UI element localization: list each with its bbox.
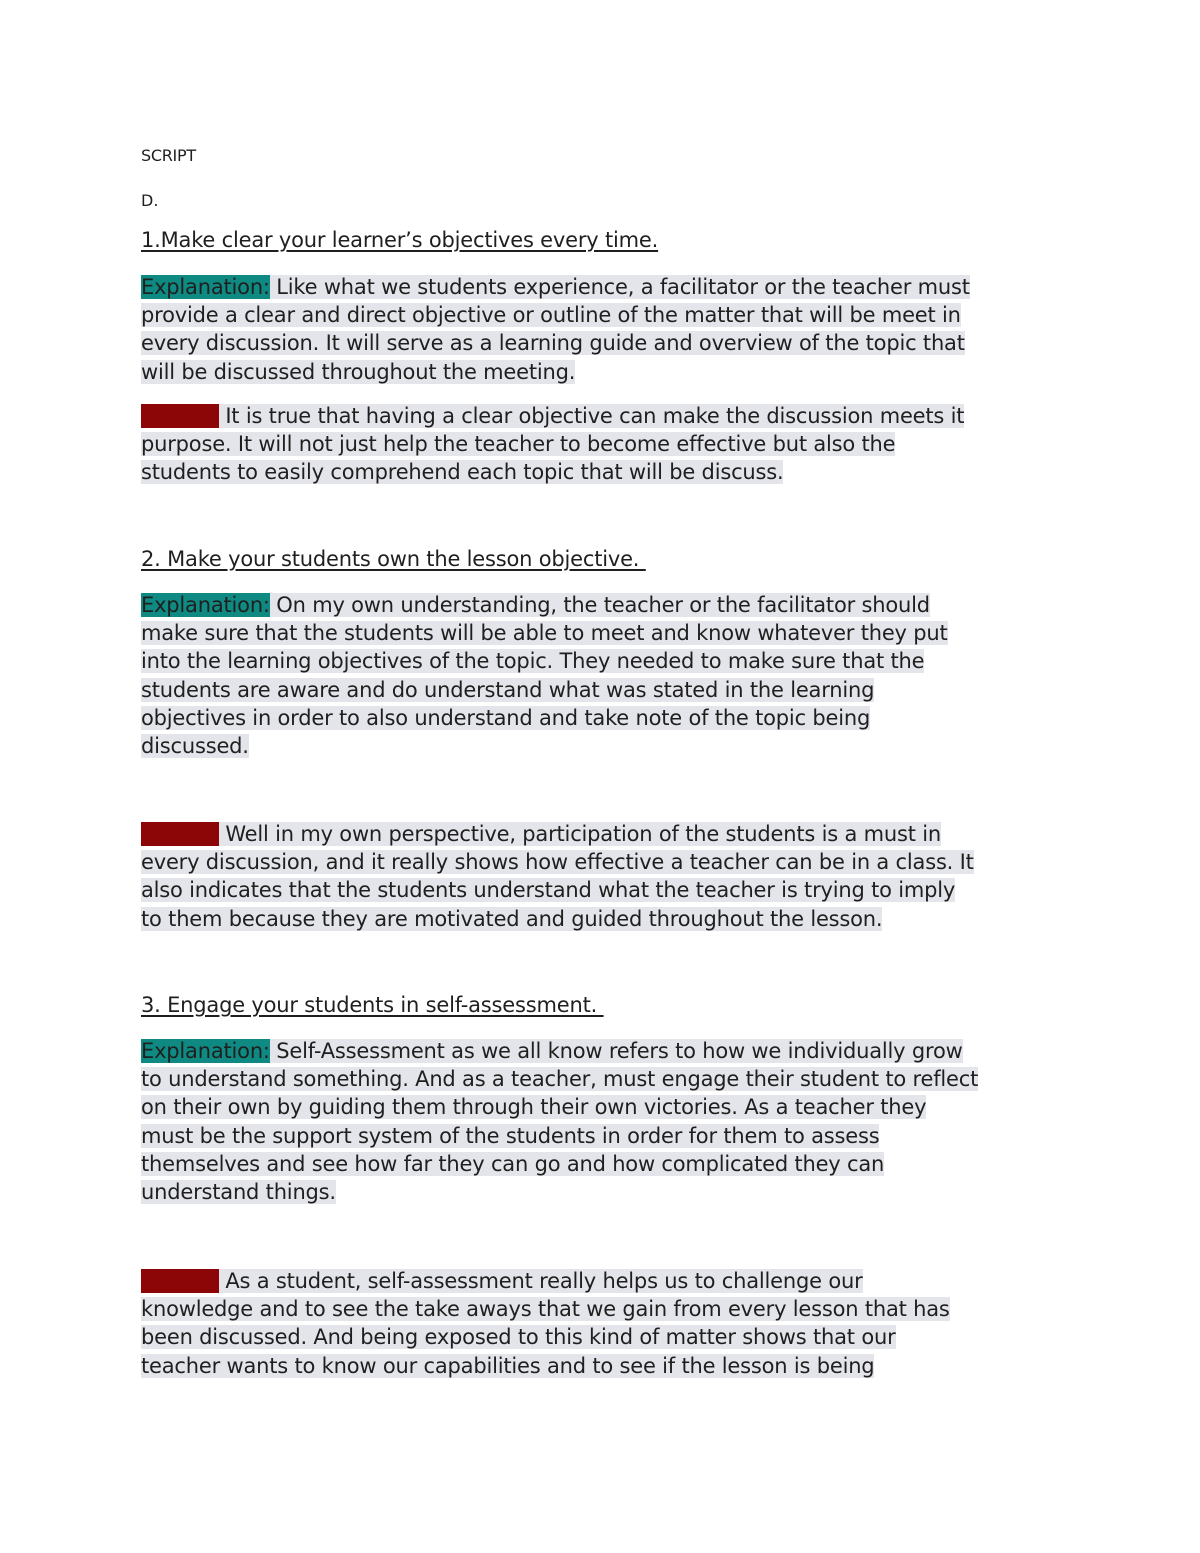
explanation-text: themselves and see how far they can go and how complicated they can — [141, 1151, 885, 1176]
adlib-line — [141, 1352, 1071, 1380]
explanation-text: must be the support system of the students in order for them to assess — [141, 1123, 880, 1148]
explanation-line — [141, 301, 1071, 329]
explanation-line — [141, 676, 1071, 704]
item-2-explanation — [141, 591, 1071, 760]
adlib-tag: Adlib 2: — [141, 822, 219, 846]
explanation-line — [141, 647, 1071, 675]
adlib-line — [141, 876, 1071, 904]
adlib-text: As a student, self-assessment really helps us to challenge our — [218, 1269, 863, 1293]
adlib-text: also indicates that the students understand what the teacher is trying to imply — [141, 878, 956, 903]
explanation-text: understand things. — [141, 1180, 336, 1205]
explanation-line — [141, 619, 1071, 647]
explanation-text: make sure that the students will be able to meet and know whatever they put — [141, 621, 948, 646]
explanation-text: Like what we students experience, a facilitator or the teacher must — [269, 275, 970, 299]
adlib-line — [141, 430, 1071, 458]
adlib-line — [141, 458, 1071, 486]
explanation-text: On my own understanding, the teacher or the facilitator should — [269, 593, 930, 617]
explanation-line — [141, 591, 1071, 619]
explanation-text: every discussion. It will serve as a learning guide and overview of the topic that — [141, 331, 965, 356]
explanation-text: Self-Assessment as we all know refers to how we individually grow — [269, 1039, 963, 1063]
explanation-line — [141, 1065, 1071, 1093]
explanation-text: into the learning objectives of the topic. They needed to make sure that the — [141, 649, 925, 674]
explanation-text: objectives in order to also understand and take note of the topic being — [141, 705, 871, 730]
adlib-text: purpose. It will not just help the teacher to become effective but also the — [141, 432, 896, 457]
adlib-text: teacher wants to know our capabilities and to see if the lesson is being — [141, 1353, 875, 1378]
explanation-line — [141, 1122, 1071, 1150]
explanation-line — [141, 1178, 1071, 1206]
explanation-line — [141, 358, 1071, 386]
explanation-text: discussed. — [141, 734, 249, 759]
item-1-adlib — [141, 402, 1071, 487]
explanation-text: provide a clear and direct objective or outline of the matter that will be meet in — [141, 303, 961, 328]
adlib-text: students to easily comprehend each topic that will be discuss. — [141, 460, 784, 485]
item-2-heading: 2. Make your students own the lesson objective. — [141, 547, 646, 571]
adlib-line — [141, 848, 1071, 876]
explanation-line — [141, 273, 1071, 301]
adlib-text: Well in my own perspective, participation of the students is a must in — [218, 822, 941, 846]
explanation-line — [141, 1150, 1071, 1178]
explanation-line — [141, 1093, 1071, 1121]
adlib-line — [141, 820, 1071, 848]
adlib-line — [141, 402, 1071, 430]
adlib-text: to them because they are motivated and guided throughout the lesson. — [141, 906, 883, 931]
adlib-line — [141, 905, 1071, 933]
explanation-tag: Explanation: — [141, 275, 270, 299]
item-2-adlib — [141, 820, 1071, 933]
item-3-explanation — [141, 1037, 1071, 1206]
explanation-line — [141, 704, 1071, 732]
item-1-explanation — [141, 273, 1071, 386]
document-title: SCRIPT — [141, 146, 196, 165]
adlib-tag: Adlib 1: — [141, 404, 219, 428]
explanation-tag: Explanation: — [141, 593, 270, 617]
explanation-line — [141, 1037, 1071, 1065]
explanation-text: on their own by guiding them through their own victories. As a teacher they — [141, 1095, 927, 1120]
adlib-tag: Adlib 3: — [141, 1269, 219, 1293]
explanation-text: to understand something. And as a teacher, must engage their student to reflect — [141, 1067, 979, 1092]
item-3-adlib — [141, 1267, 1071, 1380]
explanation-line — [141, 732, 1071, 760]
adlib-line — [141, 1295, 1071, 1323]
section-label: D. — [141, 191, 159, 210]
item-3-heading: 3. Engage your students in self-assessment. — [141, 993, 604, 1017]
explanation-text: will be discussed throughout the meeting. — [141, 359, 576, 384]
explanation-text: students are aware and do understand what was stated in the learning — [141, 677, 875, 702]
adlib-text: knowledge and to see the take aways that we gain from every lesson that has — [141, 1297, 950, 1322]
item-1-heading: 1.Make clear your learner’s objectives every time. — [141, 228, 659, 252]
adlib-line — [141, 1323, 1071, 1351]
adlib-text: been discussed. And being exposed to this kind of matter shows that our — [141, 1325, 896, 1350]
adlib-text: It is true that having a clear objective can make the discussion meets it — [218, 404, 965, 428]
adlib-text: every discussion, and it really shows how effective a teacher can be in a class. It — [141, 850, 974, 875]
explanation-line — [141, 329, 1071, 357]
adlib-line — [141, 1267, 1071, 1295]
explanation-tag: Explanation: — [141, 1039, 270, 1063]
